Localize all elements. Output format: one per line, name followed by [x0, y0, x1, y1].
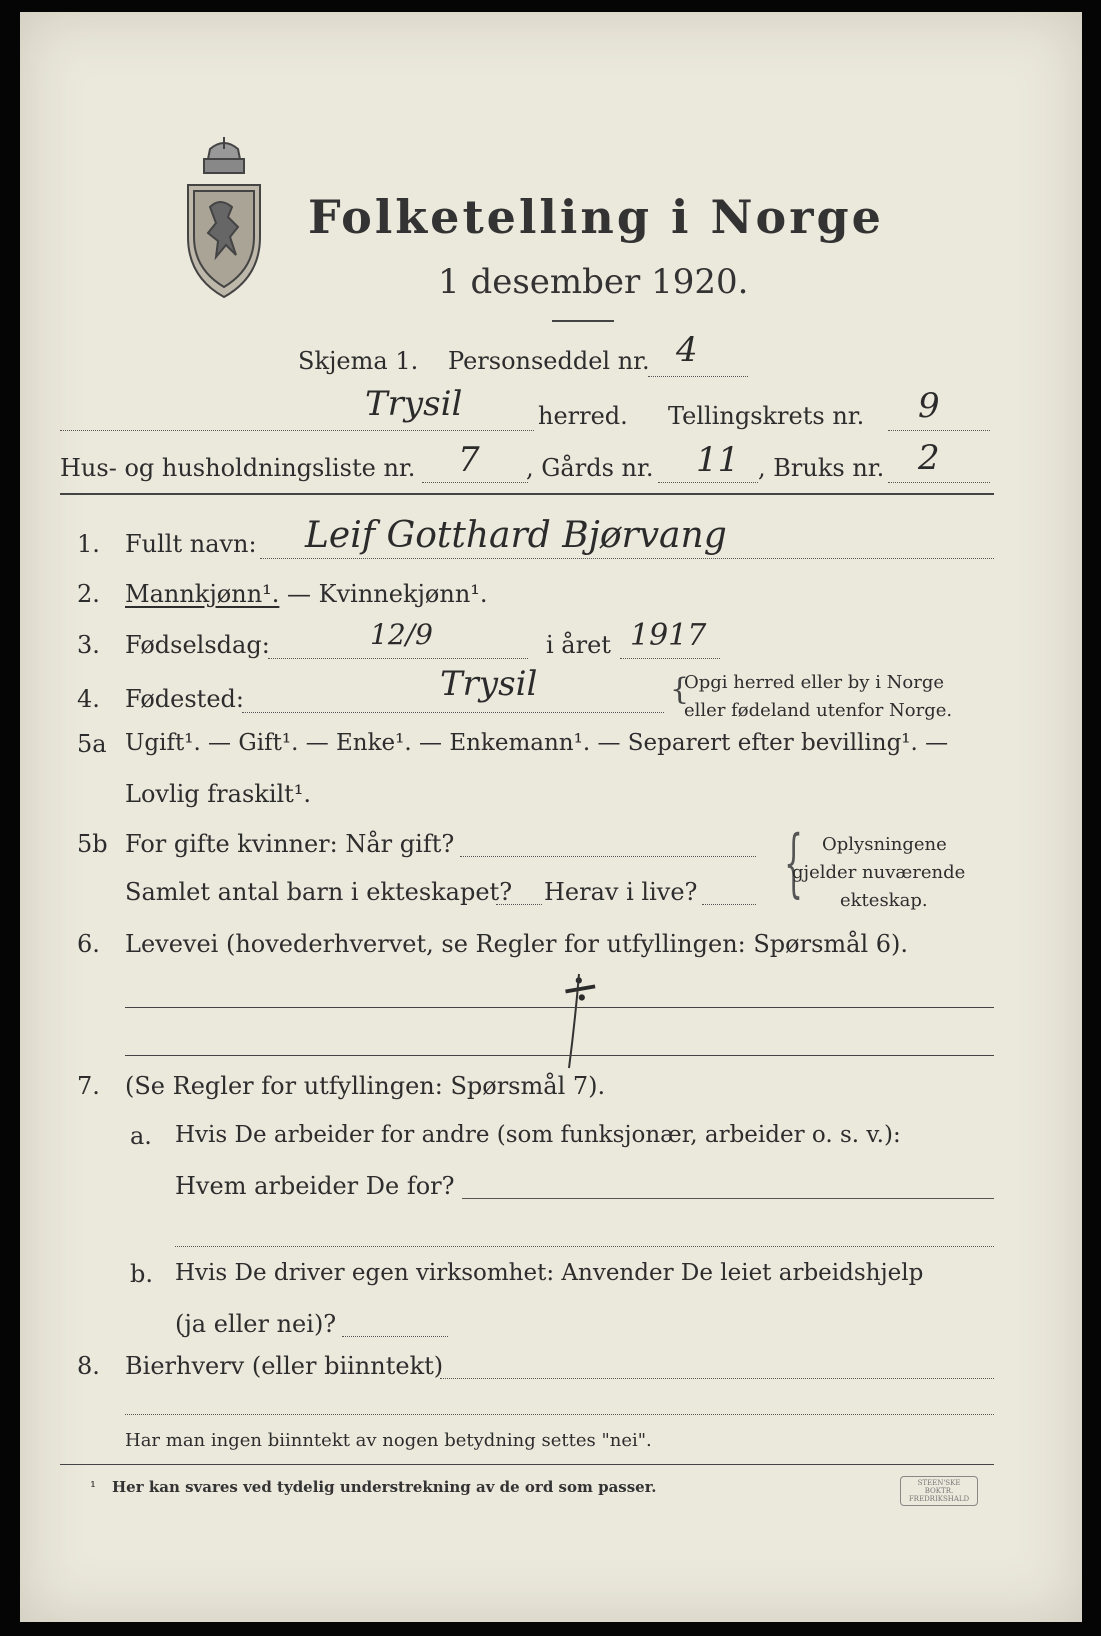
coat-of-arms-icon: [180, 137, 268, 302]
q5b-married-label: For gifte kvinner: Når gift?: [125, 830, 455, 858]
footnote-mark: ¹: [90, 1478, 97, 1496]
q8-extra-line: [125, 1414, 994, 1415]
q7b-field-line: [342, 1336, 448, 1337]
q7a-letter: a.: [130, 1122, 152, 1150]
q4-brace: {: [670, 672, 690, 707]
q4-birthplace: Trysil: [440, 664, 538, 704]
q3-birth-date: 12/9: [370, 618, 433, 651]
q8-field-line: [440, 1378, 994, 1379]
hus-label: Hus- og husholdningsliste nr.: [60, 454, 416, 482]
census-date: 1 desember 1920.: [438, 262, 749, 302]
q4-number: 4.: [77, 685, 100, 713]
q5b-brace: {: [784, 820, 803, 906]
q4-field-line: [242, 712, 664, 713]
q5b-children-label: Samlet antal barn i ekteskapet?: [125, 878, 513, 906]
gards-label: , Gårds nr.: [526, 454, 654, 482]
q6-answer-line2: [125, 1055, 994, 1056]
gards-value: 11: [696, 440, 740, 480]
q3-year-label: i året: [546, 631, 611, 659]
q2-female-option: — Kvinnekjønn¹.: [279, 580, 488, 608]
gards-field-line: [658, 482, 758, 483]
q6-answer-line1: [125, 1007, 994, 1008]
q7a-employer-label: Hvem arbeider De for?: [175, 1172, 455, 1200]
q5b-children-field-line: [496, 904, 542, 905]
q3-label: Fødselsdag:: [125, 631, 270, 659]
q5b-alive-field-line: [702, 904, 756, 905]
q5b-note-line2: gjelder nuværende: [792, 862, 966, 883]
q5b-married-field-line: [460, 856, 756, 857]
q3-year-field-line: [620, 658, 720, 659]
footer-divider: [60, 1464, 994, 1465]
printer-stamp: STEEN'SKE BOKTR. FREDRIKSHALD: [900, 1476, 978, 1506]
q2-male-option: Mannkjønn¹.: [125, 580, 280, 608]
herred-field-line: [60, 430, 534, 431]
q1-field-line: [260, 558, 994, 559]
q5b-note-line1: Oplysningene: [822, 834, 947, 855]
q3-number: 3.: [77, 631, 100, 659]
personseddel-field-line: [648, 376, 748, 377]
q7a-extra-line: [175, 1246, 994, 1247]
bruks-field-line: [888, 482, 990, 483]
q2-number: 2.: [77, 580, 100, 608]
q5a-options-line1: Ugift¹. — Gift¹. — Enke¹. — Enkemann¹. — Separert efter bevilling¹. —: [125, 730, 949, 756]
q5b-alive-label: Herav i live?: [544, 878, 698, 906]
footnote-text: Her kan svares ved tydelig understrekning av de ord som passer.: [112, 1478, 657, 1496]
bruks-label: , Bruks nr.: [758, 454, 885, 482]
form-title: Folketelling i Norge: [308, 190, 884, 244]
q5a-options-line2: Lovlig fraskilt¹.: [125, 780, 312, 808]
q1-full-name: Leif Gotthard Bjørvang: [305, 515, 727, 556]
tellingskrets-field-line: [888, 430, 990, 431]
q8-label: Bierhverv (eller biinntekt): [125, 1352, 444, 1380]
q5a-number: 5a: [77, 730, 107, 758]
personseddel-value: 4: [676, 330, 698, 370]
census-form-page: [20, 12, 1082, 1622]
q7a-question: Hvis De arbeider for andre (som funksjonær, arbeider o. s. v.):: [175, 1122, 901, 1148]
hus-value: 7: [458, 440, 480, 480]
q8-number: 8.: [77, 1352, 100, 1380]
header-divider: [60, 493, 994, 495]
q7b-letter: b.: [130, 1260, 153, 1288]
q3-birth-year: 1917: [630, 618, 707, 653]
q6-handwritten-mark: ÷: [555, 956, 605, 1020]
q5b-note-line3: ekteskap.: [840, 890, 928, 911]
herred-value: Trysil: [365, 384, 463, 424]
hus-field-line: [422, 482, 528, 483]
q4-label: Fødested:: [125, 685, 244, 713]
q1-label: Fullt navn:: [125, 530, 257, 558]
title-divider: [552, 320, 614, 322]
q6-label: Levevei (hovederhvervet, se Regler for utfyllingen: Spørsmål 6).: [125, 930, 909, 958]
herred-label: herred.: [538, 402, 628, 430]
schema-label: Skjema 1.: [298, 347, 419, 375]
q7b-question: Hvis De driver egen virksomhet: Anvender De leiet arbeidshjelp: [175, 1260, 924, 1286]
bruks-value: 2: [918, 438, 940, 478]
q7-number: 7.: [77, 1072, 100, 1100]
q7-label: (Se Regler for utfyllingen: Spørsmål 7).: [125, 1072, 606, 1100]
q5b-number: 5b: [77, 830, 108, 858]
q6-pen-stroke-icon: [565, 972, 585, 1072]
q7a-employer-field-line: [462, 1198, 994, 1199]
q6-number: 6.: [77, 930, 100, 958]
q4-note-line1: Opgi herred eller by i Norge: [684, 672, 945, 693]
tellingskrets-value: 9: [918, 386, 940, 426]
q7b-yes-no-label: (ja eller nei)?: [175, 1310, 337, 1338]
tellingskrets-label: Tellingskrets nr.: [668, 402, 865, 430]
personseddel-label: Personseddel nr.: [448, 347, 650, 375]
q3-field-line: [268, 658, 528, 659]
q4-note-line2: eller fødeland utenfor Norge.: [684, 700, 953, 721]
q1-number: 1.: [77, 530, 100, 558]
q2-sex-options: [125, 580, 488, 608]
q8-note: Har man ingen biinntekt av nogen betydning settes "nei".: [125, 1430, 652, 1451]
